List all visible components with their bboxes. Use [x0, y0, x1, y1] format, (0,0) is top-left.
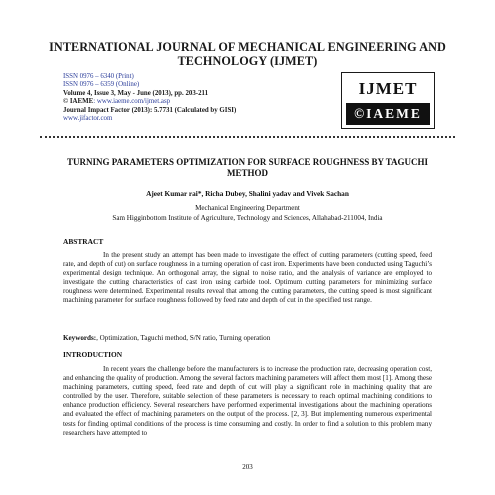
- keywords-label: Keywords:: [63, 334, 97, 342]
- authors: Ajeet Kumar rai*, Richa Dubey, Shalini yadav and Vivek Sachan: [146, 189, 349, 198]
- introduction-text: In recent years the challenge before the manufacturers is to increase the production rate, decreasing operation cost, and enhancing the quality of production. Among the several factors machining parameters will affect them most [1]. Among these machining parameters, cutting speed, feed rate and depth of cut will play a significant role in machining quality that are controlled by the user. Therefore, suitable selection of these parameters is necessary to reach optimal machining conditions to enhance production efficiency. Several researchers have performed experimental investigations about the machining operations and evaluated the effect of machining parameters on the output of the process. [2, 3]. But implementing numerous experimental tests for finding optimal conditions of the process is time consuming and costly. In order to find a solution to this problem many researchers have attempted to: [63, 365, 432, 437]
- logo-iaeme-text: ©IAEME: [346, 103, 430, 125]
- ijmet-logo: [341, 72, 435, 129]
- jifactor-link[interactable]: www.jifactor.com: [63, 115, 113, 123]
- paper-title: TURNING PARAMETERS OPTIMIZATION FOR SURFACE ROUGHNESS BY TAGUCHI METHOD: [66, 157, 429, 178]
- affiliation: [40, 204, 455, 223]
- keywords-line: [63, 334, 432, 343]
- volume-info: Volume 4, Issue 3, May - June (2013), pp. 203-211: [63, 89, 209, 97]
- iaeme-prefix: © IAEME: [63, 98, 94, 106]
- logo-ijmet-text: IJMET: [358, 79, 418, 98]
- abstract-text: In the present study an attempt has been made to investigate the effect of cutting parameters (cutting speed, feed rate, and depth of cut) on surface roughness in a turning operation of cast iron. Experiments have been conducted using Taguchi’s experimental design technique. An orthogonal array, the signal to noise ratio, and the analysis of variance are employed to investigate the cutting characteristics of cast iron using carbide tool. Optimum cutting parameters for minimizing surface roughness were determined. Experimental results reveal that among the cutting parameters, the cutting speed is most significant machining parameter for surface roughness followed by feed rate and depth of cut in the specified test range.: [63, 251, 432, 305]
- iaeme-line: [63, 98, 323, 106]
- keywords-text: , Optimization, Taguchi method, S/N ratio, Turning operation: [96, 334, 271, 342]
- impact-factor: Journal Impact Factor (2013): 5.7731 (Calculated by GISI): [63, 106, 237, 114]
- issn-online: ISSN 0976 – 6359 (Online): [63, 81, 140, 89]
- abstract-heading: ABSTRACT: [63, 237, 104, 246]
- page-number: 203: [242, 463, 253, 471]
- institute: Sam Higginbottom Institute of Agriculture, Technology and Sciences, Allahabad-211004, India: [112, 213, 383, 222]
- dotted-divider: [40, 136, 455, 138]
- issn-print: ISSN 0976 – 6340 (Print): [63, 73, 134, 80]
- iaeme-link[interactable]: : www.iaeme.com/ijmet.asp: [93, 98, 171, 106]
- journal-title: INTERNATIONAL JOURNAL OF MECHANICAL ENGINEERING AND TECHNOLOGY (IJMET): [49, 40, 446, 68]
- journal-meta: [63, 73, 323, 123]
- department: Mechanical Engineering Department: [195, 204, 300, 212]
- introduction-heading: INTRODUCTION: [63, 350, 123, 359]
